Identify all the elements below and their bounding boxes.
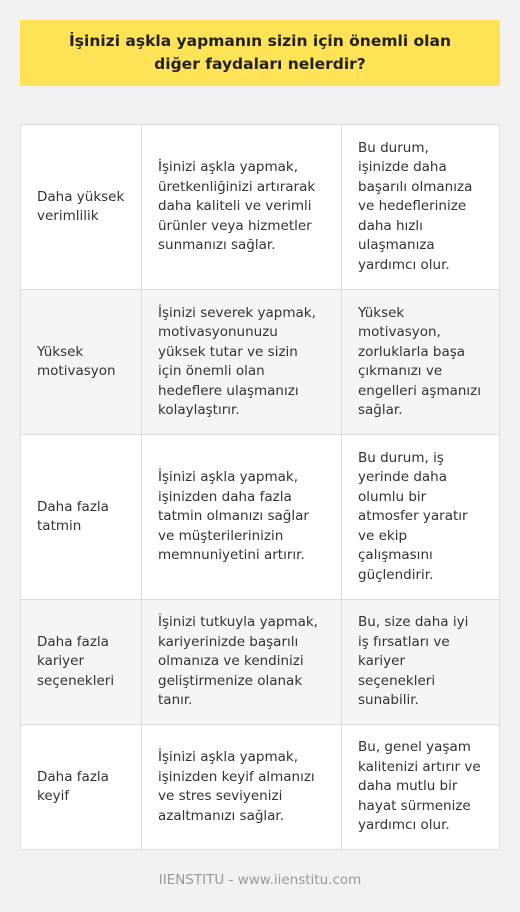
result-cell: Bu, size daha iyi iş fırsatları ve kariyer seçenekleri sunabilir. xyxy=(358,614,469,709)
table-row xyxy=(21,725,499,849)
table-row xyxy=(21,290,499,435)
table-row xyxy=(21,600,499,725)
description-cell: İşinizi severek yapmak, motivasyonunuzu yüksek tutar ve sizin için önemli olan hedeflere ulaşmanızı kolaylaştırır. xyxy=(142,290,342,434)
result-cell: Bu durum, iş yerinde daha olumlu bir atmosfer yaratır ve ekip çalışmasını güçlendirir. xyxy=(358,449,468,583)
benefit-cell: Daha fazla kariyer seçenekleri xyxy=(21,600,142,724)
description-cell: İşinizi aşkla yapmak, üretkenliğinizi artırarak daha kaliteli ve verimli ürünler veya hizmetler sunmanızı sağlar. xyxy=(142,125,342,289)
description-cell: İşinizi aşkla yapmak, işinizden daha fazla tatmin olmanızı sağlar ve müşterilerinizin memnuniyetini artırır. xyxy=(142,435,342,599)
benefit-cell: Daha fazla keyif xyxy=(21,725,142,849)
table-row xyxy=(21,435,499,600)
title-banner xyxy=(20,20,500,86)
benefit-cell: Yüksek motivasyon xyxy=(21,290,142,434)
result-cell: Yüksek motivasyon, zorluklarla başa çıkmanızı ve engelleri aşmanızı sağlar. xyxy=(358,304,482,418)
description-cell: İşinizi tutkuyla yapmak, kariyerinizde başarılı olmanıza ve kendinizi geliştirmenize olanak tanır. xyxy=(142,600,342,724)
benefit-cell: Daha yüksek verimlilik xyxy=(21,125,142,289)
description-cell: İşinizi aşkla yapmak, işinizden keyif almanızı ve stres seviyenizi azaltmanızı sağlar. xyxy=(142,725,342,849)
result-cell: Bu durum, işinizde daha başarılı olmanıza ve hedeflerinize daha hızlı ulaşmanıza yardımcı olur. xyxy=(358,139,473,273)
result-cell: Bu, genel yaşam kalitenizi artırır ve daha mutlu bir hayat sürmenize yardımcı olur. xyxy=(358,739,481,834)
page-title: İşinizi aşkla yapmanın sizin için önemli olan diğer faydaları nelerdir? xyxy=(69,32,451,73)
table-row xyxy=(21,125,499,290)
footer-credit: IIENSTITU - www.iienstitu.com xyxy=(158,872,362,888)
benefits-table xyxy=(20,124,500,850)
benefit-cell: Daha fazla tatmin xyxy=(21,435,142,599)
